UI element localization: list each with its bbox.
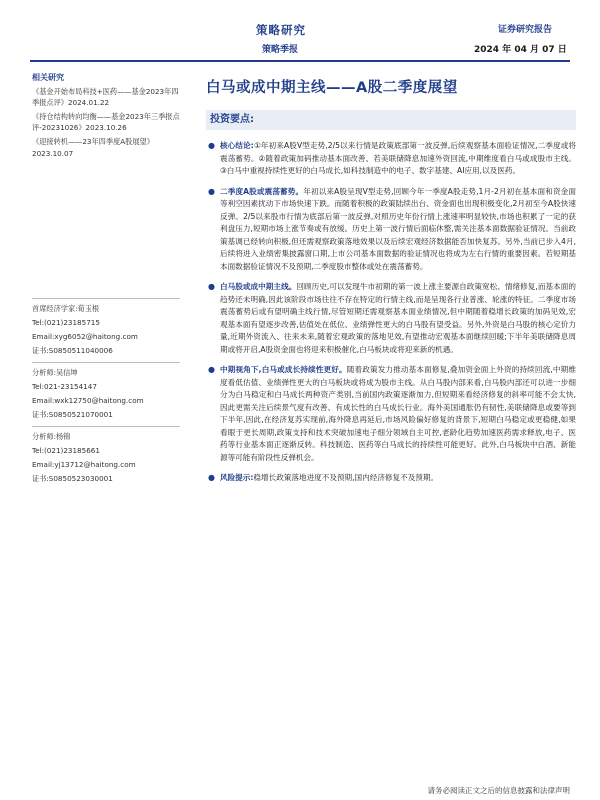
key-point [206,364,576,464]
key-point-title: 二季度A股或震荡蓄势。 [220,186,304,196]
disclaimer-footer: 请务必阅读正文之后的信息披露和法律声明 [427,786,570,795]
key-point-title: 风险提示: [220,473,254,482]
report-header [0,0,600,66]
related-heading: 相关研究 [32,73,64,82]
related-item[interactable]: 《迎接转机——23年四季度A股展望》2023.10.07 [32,136,154,158]
main-content [206,72,576,493]
analyst-role: 首席经济学家:荀玉根 [32,304,100,313]
analyst-email[interactable]: Email:yj13712@haitong.com [32,460,136,469]
key-point-title: 中期视角下,白马或成长持续性更好。 [220,365,347,374]
key-point-text: ①年初来A股V型走势,2/5以来行情是政策底部第一波反弹,后续观察基本面验证情况,二季度或将震荡蓄势。②随着政策加码推动基本面改善、若美联储降息加速外资回流,中期维度看白马或成股市主线。③白马中重视持续性更好的白马成长,如科技制造中的电子、数字基建、AI应用,以及医药。 [220,141,576,175]
analyst-tel: Tel:(021)23185661 [32,446,100,455]
analyst-list [32,298,180,490]
key-point-title: 核心结论: [220,141,254,150]
analyst-email[interactable]: Email:wxk12750@haitong.com [32,396,144,405]
analyst-tel: Tel:(021)23185715 [32,318,100,327]
related-item[interactable]: 《持仓结构转向均衡——基金2023年三季报点评-20231026》2023.10.26 [32,111,180,133]
analyst-card [32,426,180,490]
key-point-title: 白马股或成中期主线。 [220,282,297,291]
key-point [206,140,576,178]
report-date: 2024 年 04 月 07 日 [474,45,567,55]
analyst-cert: 证书:S0850523030001 [32,474,113,483]
header-subtitle: 策略季报 [262,45,299,55]
key-points [206,140,576,485]
analyst-email[interactable]: Email:xyg6052@haitong.com [32,332,138,341]
analyst-cert: 证书:S0850521070001 [32,410,113,419]
sidebar-related [32,72,180,161]
analyst-tel: Tel:021-23154147 [32,382,97,391]
key-point [206,186,576,274]
key-point [206,281,576,356]
analyst-role: 分析师:杨锦 [32,432,71,441]
related-item[interactable]: 《基金开始布局科技+医药——基金2023年四季报点评》2024.01.22 [32,86,179,108]
key-point [206,472,576,485]
key-point-text: 稳增长政策落地进度不及预期,国内经济修复不及预期。 [253,473,439,482]
key-point-text: 回顾历史,可以发现牛市初期的第一波上涨主要源自政策宽松、情绪修复,而基本面的趋势还未明确,因此该阶段市场往往不存在特定的行情主线,而是呈现各行业普涨、轮涨的特征。二季度市场震荡蓄势后或有望明确主线行情,尽管短期还需观察基本面业绩情况,但中期随着稳增长政策的加码见效,宏观基本面有望逐步改善,估值处在低位、业绩弹性更大的白马股有望受益。另外,外资是白马股的核心定价力量,近期外资流入、往来未来,随着宏观政策的落地见效,有望推动宏观基本面继续回暖;下半年美联储降息周期或将开启,A股资金面也将迎来积极催化,白马板块或将迎来新的机遇。 [220,282,577,354]
analyst-card [32,298,180,362]
analyst-card [32,362,180,426]
key-point-text: 随着政策发力推动基本面修复,叠加资金面上外资的持续回流,中期维度看低估值、业绩弹性更大的白马板块或将成为股市主线。从白马股内部来看,白马股内部还可以进一步细分为白马稳定和白马成长两种资产类别,当前国内政策逐渐加力,但短期来看经济修复的斜率可能不会太快,因此更需关注后续景气度有改善、有成长性的白马成长行业。海外美国通胀仍有韧性,美联储降息或要等到下半年,因此,在经济复苏实现前,海外降息再延后,市场风险偏好修复的背景下,短期白马稳定或更稳健,如果看眼于更长周期,政策支持和技术突破加速电子细分领域自主可控,老龄化趋势加速医药需求释放,电子、医药等行业基本面正逐渐反转。科技制造、医药等白马成长的持续性可能更好。此外,白马板块中白酒、新能源等可能有阶段性反弹机会。 [220,365,576,462]
header-title: 策略研究 [256,23,306,37]
section-heading: 投资要点: [206,110,576,130]
document-title: 白马或成中期主线——A股二季度展望 [206,80,458,96]
report-type: 证券研究报告 [498,25,553,35]
header-divider [30,60,570,62]
key-point-text: 年初以来A股呈现V型走势,回顾今年一季度A股走势,1月-2月初在基本面和资金面等利空因素扰动下市场快速下跌。而随着积极的政策陆续出台、资金面也出现积极变化,2月初至今A股快速反弹。2/5以来股市行情为底部后第一波反弹,对照历史年份行情上涨速率明显较快,市场也积累了一定的获利盘压力,短期市场上涨节奏或有放缓。历史上第一波行情后面临休整,需关注基本面数据验证情况。当前政策基调已经转向积极,但还需观察政策落地效果以及后续宏观经济数据能否加快复苏。另外,当前已步入4月,后续将进入业绩密集披露窗口期,上市公司基本面数据的验证情况也将成为左右行情的重要因素。若短期基本面数据验证情况不及预期,二季度股市整体或处在震荡蓄势。 [220,186,576,271]
analyst-cert: 证书:S0850511040006 [32,346,113,355]
analyst-role: 分析师:吴信坤 [32,368,78,377]
